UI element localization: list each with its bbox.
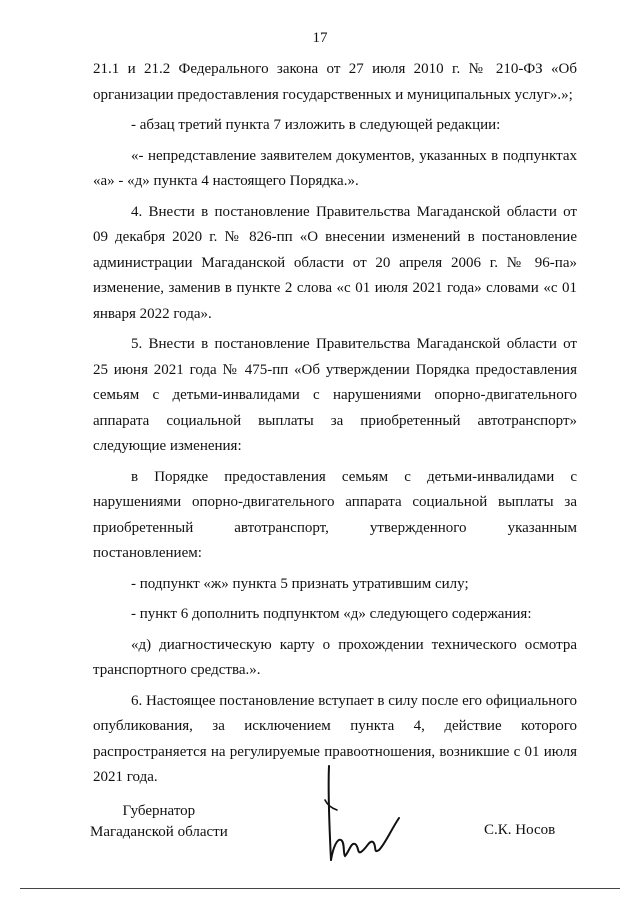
paragraph-item-5-procedure: в Порядке предоставления семьям с детьми-инвалидами с нарушениями опорно-двигательного аппарата социальной выплаты за приобретенный автотранспорт, утвержденного указанным постановлением:	[93, 468, 577, 561]
paragraph-continuation: 21.1 и 21.2 Федерального закона от 27 июля 2010 г. № 210-ФЗ «Об организации предоставления государственных и муниципальных услуг».»;	[93, 61, 577, 103]
paragraph-amendment-text: «- непредставление заявителем документов, указанных в подпунктах «а» - «д» пункта 4 настоящего Порядка.».	[93, 147, 577, 189]
signer-title-line-2: Магаданской области	[90, 824, 228, 840]
signer-title-line-1: Губернатор	[122, 803, 196, 819]
signer-title	[90, 801, 228, 843]
paragraph-item-6-addition: - пункт 6 дополнить подпунктом «д» следующего содержания:	[131, 606, 532, 622]
paragraph-item-5: 5. Внести в постановление Правительства Магаданской области от 25 июня 2021 года № 475-пп «Об утверждении Порядка предоставления семьям с детьми-инвалидами с нарушениями опорно-двигательного аппарата социальной выплаты за приобретенный автотранспорт» следующие изменения:	[93, 336, 577, 454]
paragraph-amendment-intro: - абзац третий пункта 7 изложить в следующей редакции:	[131, 117, 501, 133]
signer-name: С.К. Носов	[484, 822, 556, 838]
bottom-rule	[20, 888, 620, 889]
paragraph-subitem-zh: - подпункт «ж» пункта 5 признать утратившим силу;	[131, 575, 469, 592]
paragraph-item-4: 4. Внести в постановление Правительства Магаданской области от 09 декабря 2020 г. № 826-пп «О внесении изменений в постановление администрации Магаданской области от 20 апреля 2006 г. № 96-па» изменение, заменив в пункте 2 слова «с 01 июля 2021 года» словами «с 01 января 2022 года».	[93, 203, 577, 322]
paragraph-subitem-d: «д) диагностическую карту о прохождении технического осмотра транспортного средства.».	[93, 636, 577, 678]
page-number: 17	[312, 30, 328, 46]
paragraph-item-6-effective: 6. Настоящее постановление вступает в силу после его официального опубликования, за исключением пункта 4, действие которого распространяется на регулируемые правоотношения, возникшие с 01 июля 2021 года.	[93, 692, 577, 785]
handwritten-signature	[315, 760, 405, 870]
